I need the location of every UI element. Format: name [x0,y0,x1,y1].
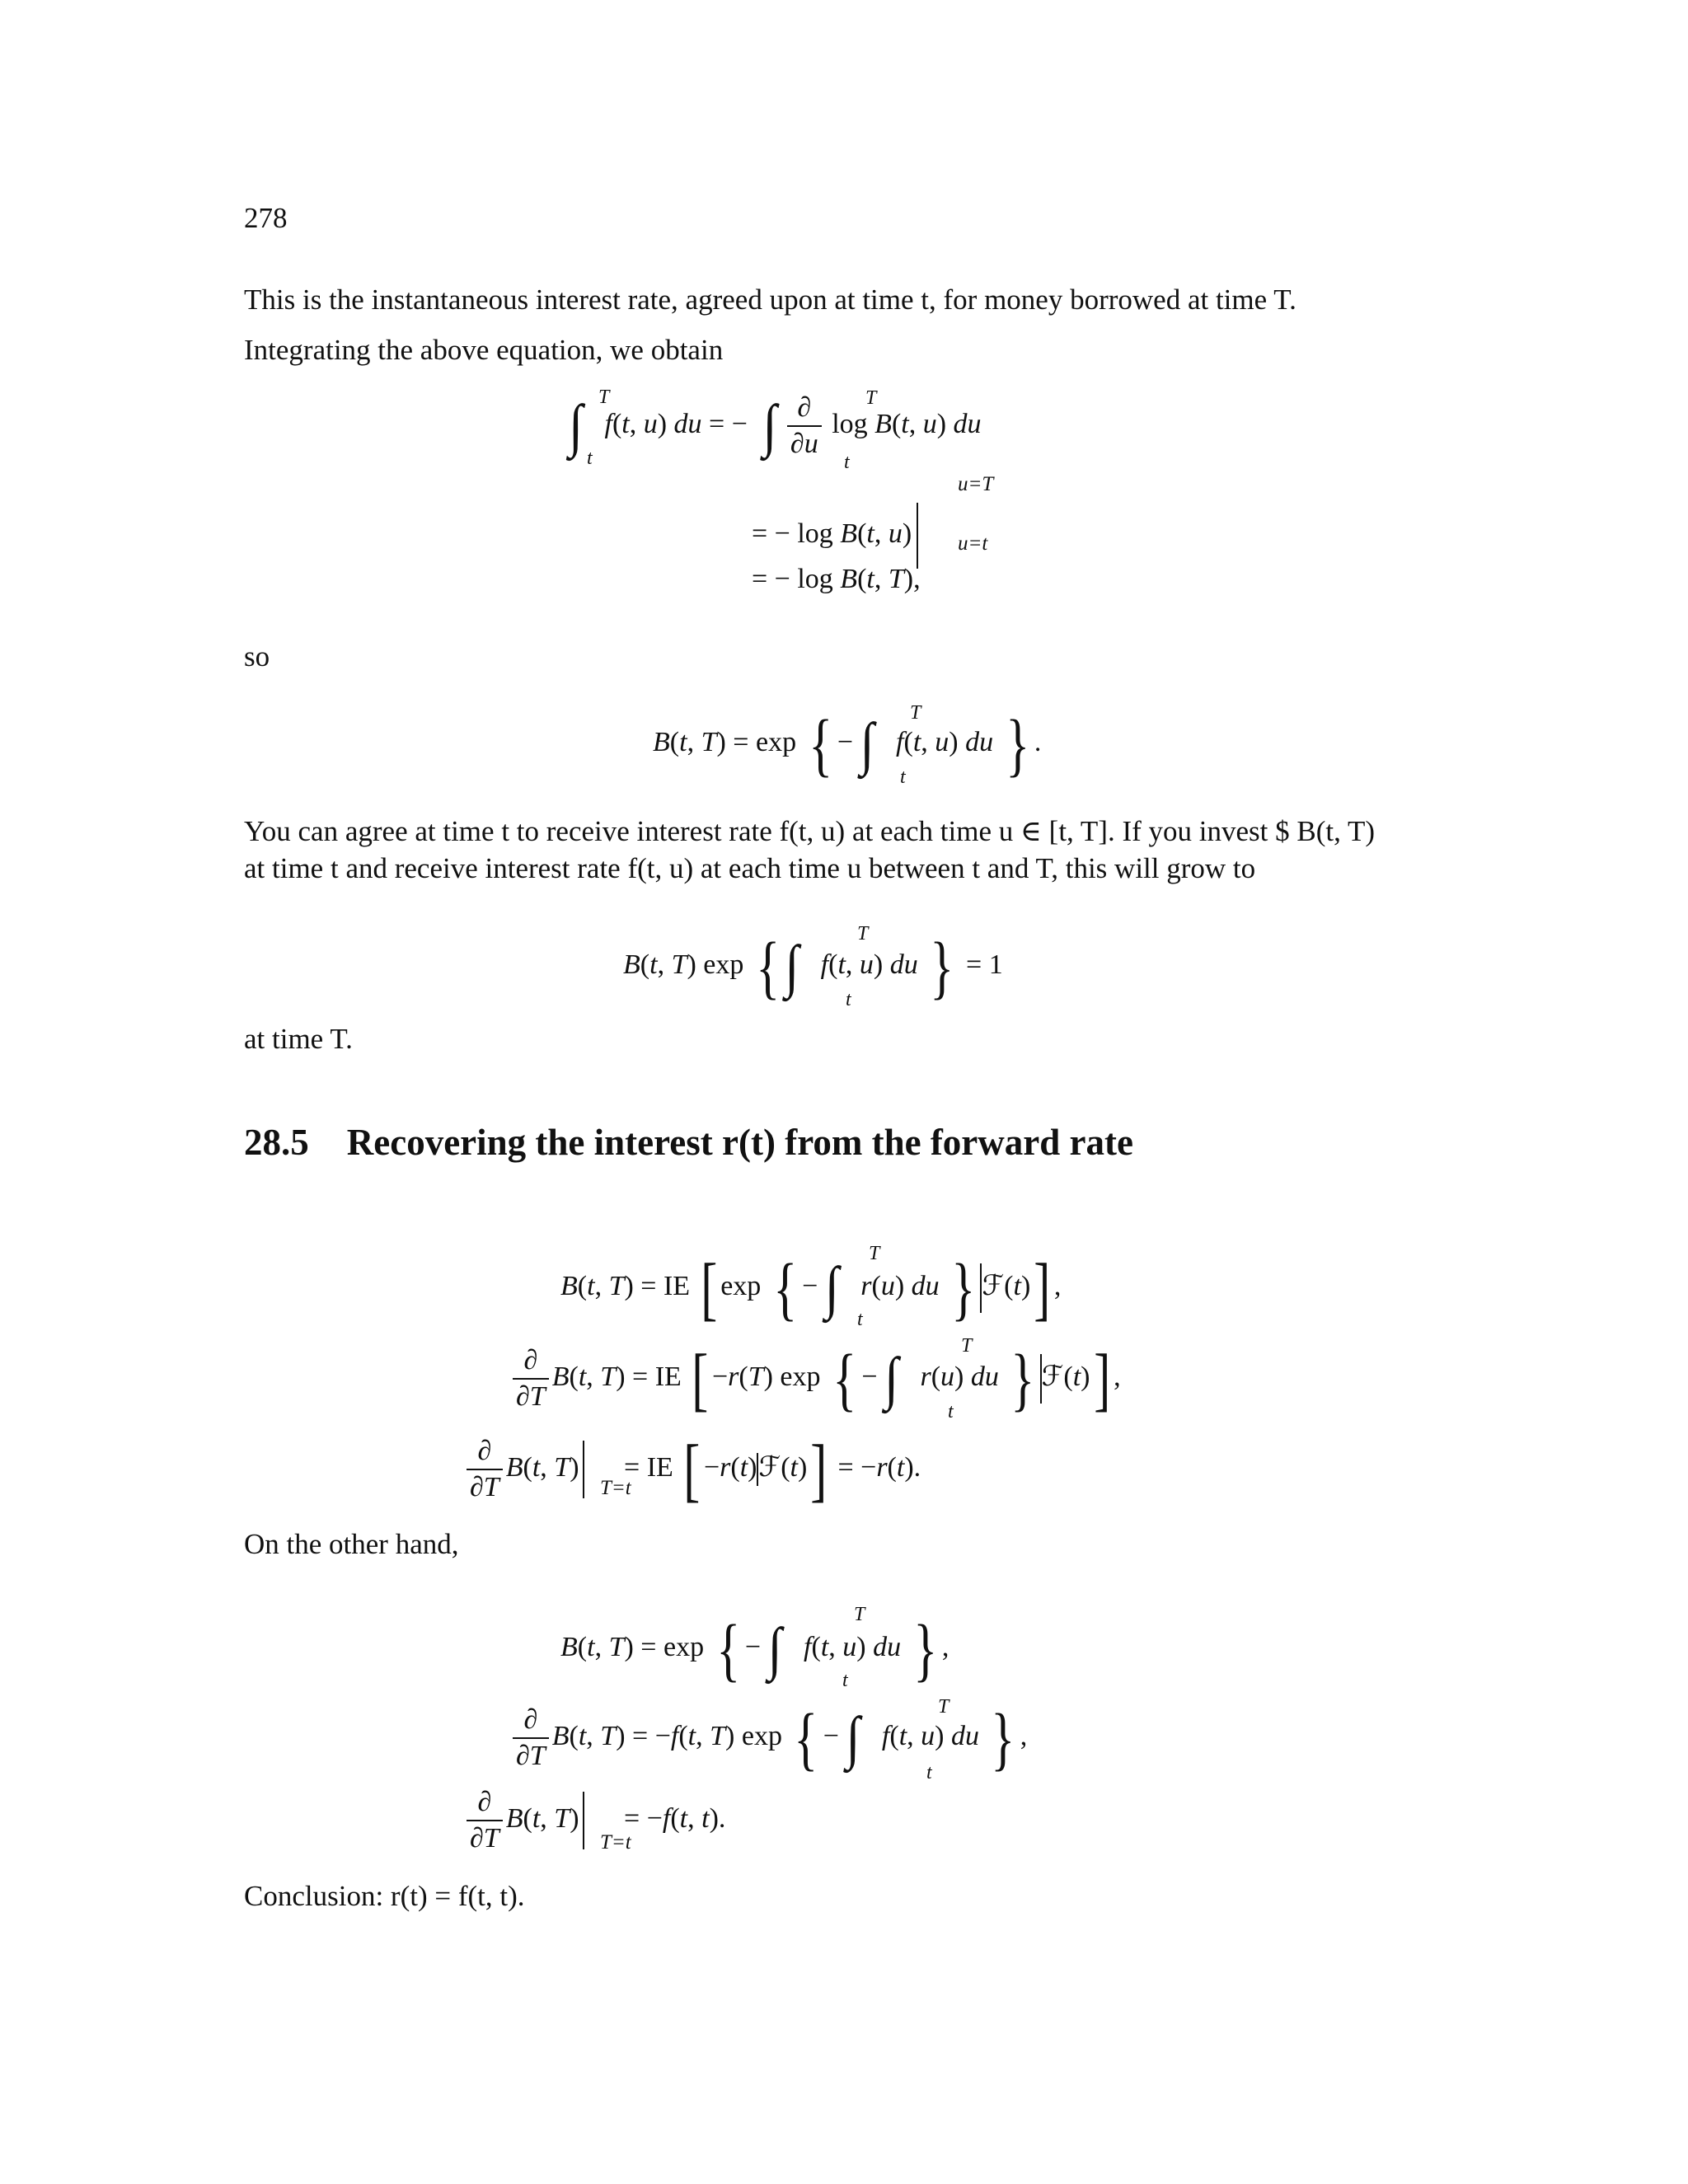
eq5-row2: $\frac{\partial}{\partial T}$ B(t, T) = −f(t, T) exp { − ∫ f(t, u) du } , [509,1703,1027,1774]
eq1-row2-upper: u=T [958,473,994,495]
eq5-row2-upper-limit: T [938,1696,950,1718]
eq1-row2-lower: u=t [958,532,988,555]
eq1-row2: = − log B(t, u) [752,503,918,569]
paragraph-1-line-2: Integrating the above equation, we obtain [244,334,724,366]
eq1-row1: ∫ T t f(t, u) du = − ∫ $\frac{\partial}{\partial u}$ log B(t, u) du [569,387,982,469]
eq4-row1-lower-limit: t [857,1309,863,1330]
paragraph-1-line-1: This is the instantaneous interest rate, agreed upon at time t, for money borrowed at time T. [244,284,1296,316]
conclusion-text: Conclusion: r(t) = f(t, t). [244,1880,525,1912]
section-number: 28.5 [244,1122,309,1163]
paragraph-2-line-2: at time t and receive interest rate f(t, u) at each time u between t and T, this will grow to [244,852,1256,884]
equation-3: B(t, T) exp {∫ f(t, u) du } = 1 [623,927,1003,1006]
section-heading [244,1121,1133,1164]
eq4-row1: B(t, T) = IE [ exp { − ∫ r(u) du } ℱ(t)] , [560,1249,1062,1328]
eq5-row1: B(t, T) = exp { − ∫ f(t, u) du } , [560,1610,950,1689]
section-title: Recovering the interest r(t) from the forward rate [346,1122,1133,1163]
equation-2: B(t, T) = exp { − ∫ f(t, u) du } . [653,705,1042,784]
eq1-row1-upper-limit-2: T [865,387,877,409]
eq5-row2-lower-limit: t [926,1762,932,1783]
eq4-row2: $\frac{\partial}{\partial T}$ B(t, T) = IE [ −r(T) exp { − ∫ r(u) du } ℱ(t)] , [509,1343,1121,1414]
paragraph-2-line-1: You can agree at time t to receive interest rate f(t, u) at each time u ∈ [t, T]. If you invest $ B(t, T) [244,815,1375,847]
eq2-lower-limit: t [900,766,906,788]
so-word: so [244,640,270,673]
eq3-lower-limit: t [846,989,851,1010]
eq4-row2-upper-limit: T [961,1335,973,1357]
other-hand-text: On the other hand, [244,1528,459,1560]
at-time-text: at time T. [244,1023,353,1055]
eq2-upper-limit: T [910,702,921,724]
eq1-row3: = − log B(t, T), [752,564,921,594]
eq4-row2-lower-limit: t [948,1401,954,1422]
eq5-row3-subscript: T=t [600,1831,631,1854]
page-number: 278 [244,202,288,234]
eq1-row1-lower-limit-2: t [844,452,850,473]
eq4-row3-subscript: T=t [600,1477,631,1499]
eq4-row1-upper-limit: T [869,1243,880,1264]
eq5-row3: $\frac{\partial}{\partial T}$ B(t, T) = −f(t, t). [463,1788,725,1853]
eq5-row1-upper-limit: T [854,1604,865,1625]
eq3-upper-limit: T [857,923,869,944]
eq4-row3: $\frac{\partial}{\partial T}$ B(t, T) = IE [ −r(t)ℱ(t)] = −r(t). [463,1434,921,1505]
eq5-row1-lower-limit: t [842,1670,848,1691]
